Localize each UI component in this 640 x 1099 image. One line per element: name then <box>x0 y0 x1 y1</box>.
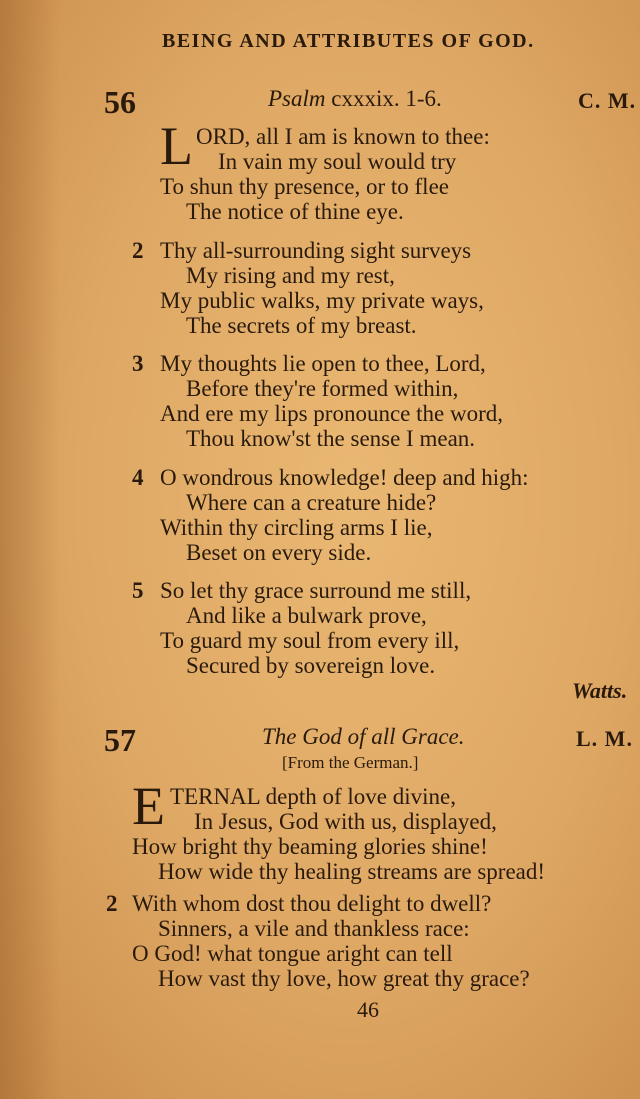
page-number: 46 <box>357 997 379 1022</box>
hymn-57-v1-line-2: In Jesus, God with us, displayed, <box>194 809 497 834</box>
hymn-56-v3-line-1: My thoughts lie open to thee, Lord, <box>160 351 486 376</box>
hymn-56-v1-line-4: The notice of thine eye. <box>186 199 404 224</box>
hymn-57-v2-line-2: Sinners, a vile and thankless race: <box>158 916 470 941</box>
hymn-56-v3-line-3: And ere my lips pronounce the word, <box>160 401 504 426</box>
hymn-56-v5-line-1: So let thy grace surround me still, <box>160 578 472 603</box>
hymn-56-v1-line-1: ORD, all I am is known to thee: <box>196 124 490 149</box>
hymn-56-v4-line-1: O wondrous knowledge! deep and high: <box>160 465 529 490</box>
hymn-56-author: Watts. <box>572 678 628 703</box>
hymn-56-v2-line-1: Thy all-surrounding sight surveys <box>160 238 472 263</box>
hymn-57-title: The God of all Grace. <box>262 724 465 749</box>
hymn-57-v1-line-4: How wide thy healing streams are spread! <box>158 859 546 884</box>
hymn-56-title <box>268 86 442 112</box>
hymn-56-v3-line-4: Thou know'st the sense I mean. <box>186 426 476 451</box>
hymn-57-number: 57 <box>104 722 136 758</box>
hymn-56-v2-line-4: The secrets of my breast. <box>186 313 417 338</box>
page-edge-shading <box>0 0 60 1099</box>
hymn-56-v2-line-3: My public walks, my private ways, <box>160 288 484 313</box>
hymn-56-v1-line-2: In vain my soul would try <box>218 149 457 174</box>
hymn-56-v2-line-2: My rising and my rest, <box>186 263 395 288</box>
hymn-57-v2-line-3: O God! what tongue aright can tell <box>132 941 453 966</box>
hymn-56-v4-line-3: Within thy circling arms I lie, <box>160 515 433 540</box>
hymn-56-verse-2-number: 2 <box>132 238 144 263</box>
hymn-56-verse-5-number: 5 <box>132 578 144 603</box>
hymn-56-meter: C. M. <box>578 88 637 113</box>
hymn-56-verse-4-number: 4 <box>132 465 144 490</box>
hymn-56-title-rest: cxxxix. 1-6. <box>325 86 442 111</box>
hymn-56-v5-line-4: Secured by sovereign love. <box>186 653 436 678</box>
hymn-57-meter: L. M. <box>576 726 633 751</box>
hymn-57-v1-line-1: TERNAL depth of love divine, <box>170 784 456 809</box>
hymn-57-dropcap: E <box>132 776 165 836</box>
hymn-56-v5-line-2: And like a bulwark prove, <box>186 603 427 628</box>
hymn-56-v4-line-4: Beset on every side. <box>186 540 372 565</box>
hymn-56-v4-line-2: Where can a creature hide? <box>186 490 437 515</box>
hymn-56-v5-line-3: To guard my soul from every ill, <box>160 628 460 653</box>
hymn-56-title-italic: Psalm <box>268 86 326 111</box>
hymn-56-v1-line-3: To shun thy presence, or to flee <box>160 174 449 199</box>
hymn-57-verse-2-number: 2 <box>106 891 118 916</box>
running-head: BEING AND ATTRIBUTES OF GOD. <box>162 30 535 52</box>
hymn-56-number: 56 <box>104 84 136 120</box>
hymn-57-v1-line-3: How bright thy beaming glories shine! <box>132 834 488 859</box>
hymn-57-source-note: [From the German.] <box>282 753 419 772</box>
hymn-56-verse-3-number: 3 <box>132 351 144 376</box>
hymn-57-v2-line-4: How vast thy love, how great thy grace? <box>158 966 530 991</box>
hymn-57-v2-line-1: With whom dost thou delight to dwell? <box>132 891 492 916</box>
hymn-56-v3-line-2: Before they're formed within, <box>186 376 459 401</box>
hymn-56-dropcap: L <box>160 116 193 176</box>
